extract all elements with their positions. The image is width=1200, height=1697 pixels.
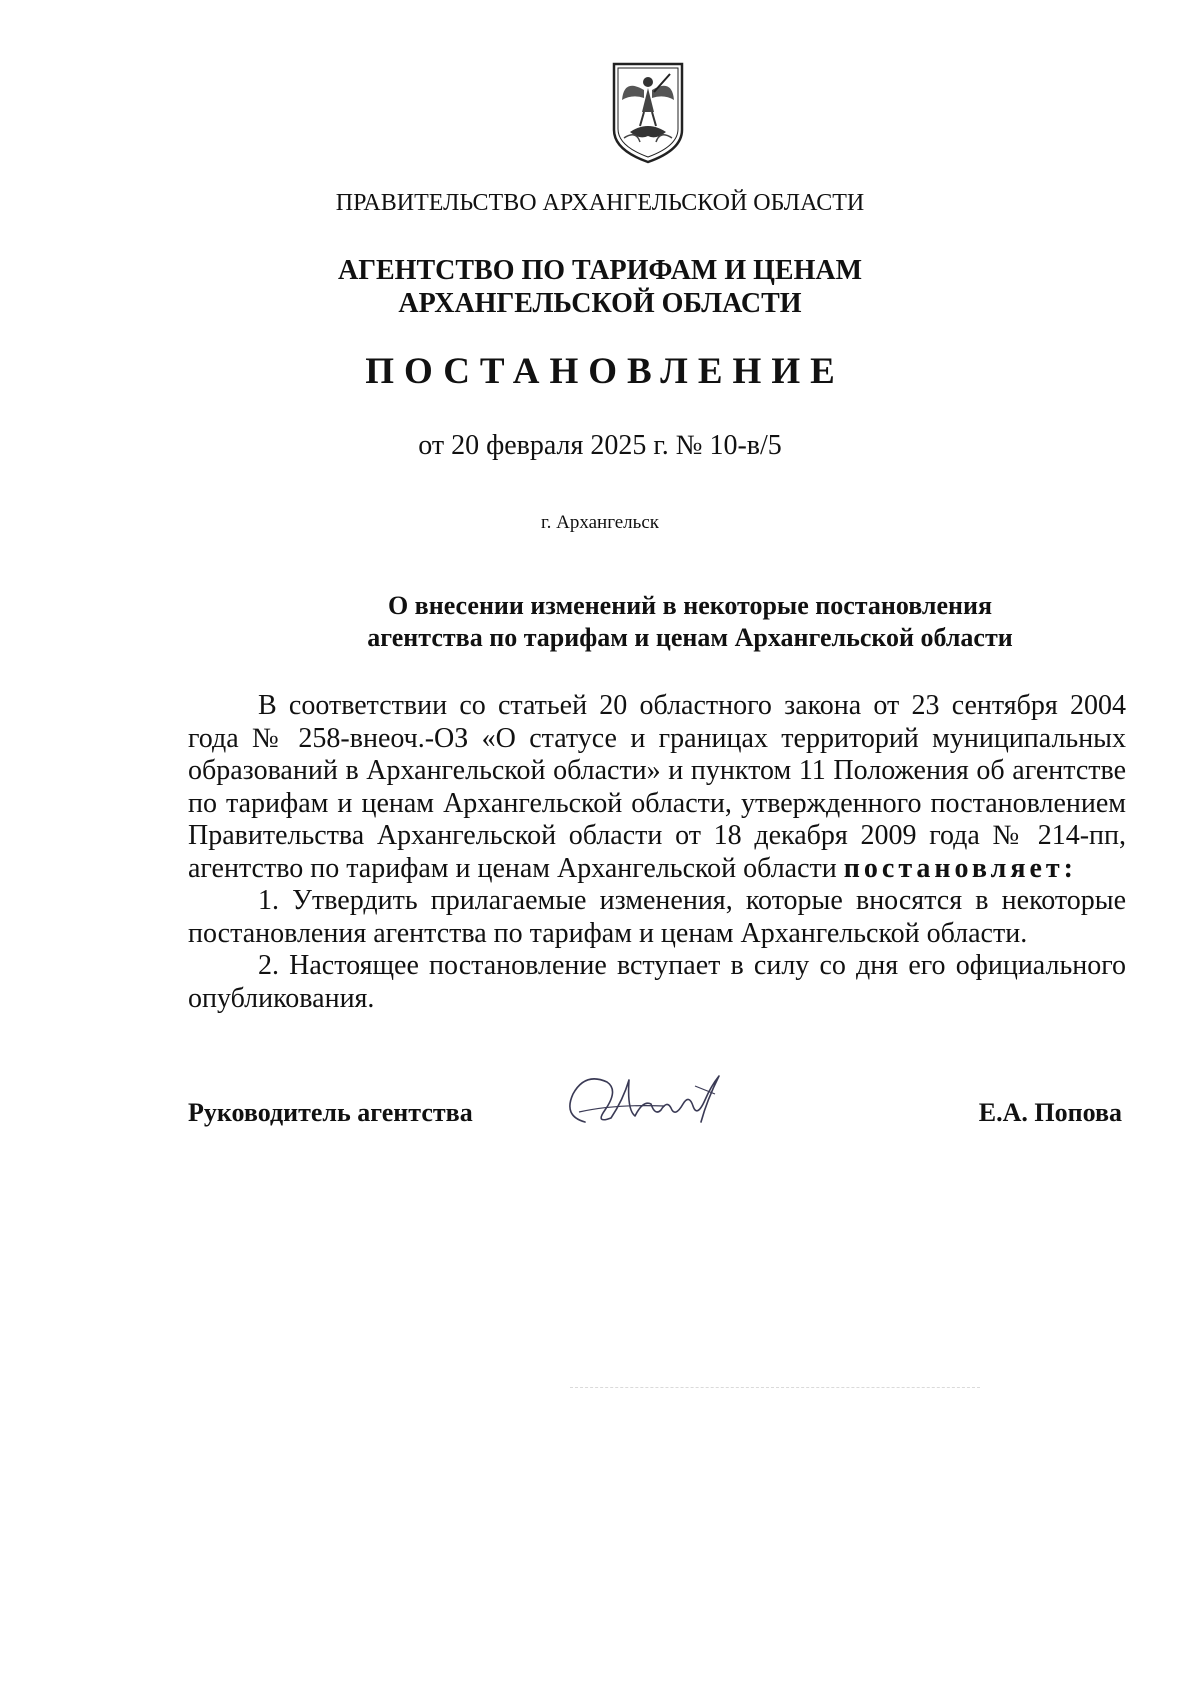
document-body bbox=[188, 690, 1126, 1015]
body-paragraph-2: 1. Утвердить прилагаемые изменения, которые вносятся в некоторые постановления агентства по тарифам и ценам Архангельской области. bbox=[188, 885, 1126, 949]
subject-line-2: агентства по тарифам и ценам Архангельской области bbox=[367, 623, 1013, 652]
decree-word: постановляет: bbox=[843, 852, 1077, 884]
document-type-title: ПОСТАНОВЛЕНИЕ bbox=[365, 351, 845, 392]
body-paragraph-3: 2. Настоящее постановление вступает в силу со дня его официального опубликования. bbox=[188, 950, 1126, 1014]
body-paragraph-1 bbox=[188, 690, 1126, 885]
faint-scan-line bbox=[570, 1387, 980, 1388]
government-heading: ПРАВИТЕЛЬСТВО АРХАНГЕЛЬСКОЙ ОБЛАСТИ bbox=[335, 190, 865, 216]
document-subject bbox=[330, 590, 1050, 654]
signatory-position: Руководитель агентства bbox=[188, 1098, 473, 1127]
agency-heading-line-2: АРХАНГЕЛЬСКОЙ ОБЛАСТИ bbox=[398, 288, 802, 319]
city-line: г. Архангельск bbox=[540, 512, 659, 533]
preamble-text: В соответствии со статьей 20 областного закона от 23 сентября 2004 года № 258-внеоч.-ОЗ «О статусе и границах территорий муниципальных образований в Архангельской области» и пунктом 11 Положения об агентстве по тарифам и ценам Архангельской области, утвержденного постановлением Правительства Архангельской области от 18 декабря 2009 года № 214-пп, агентство по тарифам и ценам Архангельской области bbox=[188, 690, 1126, 884]
agency-heading bbox=[0, 254, 1200, 320]
coat-of-arms-icon bbox=[610, 60, 686, 165]
agency-heading-line-1: АГЕНТСТВО ПО ТАРИФАМ И ЦЕНАМ bbox=[337, 255, 863, 286]
subject-line-1: О внесении изменений в некоторые постановления bbox=[387, 591, 993, 620]
date-number-line: от 20 февраля 2025 г. № 10-в/5 bbox=[418, 430, 782, 461]
signatory-name: Е.А. Попова bbox=[978, 1098, 1122, 1127]
handwritten-signature bbox=[555, 1060, 735, 1150]
